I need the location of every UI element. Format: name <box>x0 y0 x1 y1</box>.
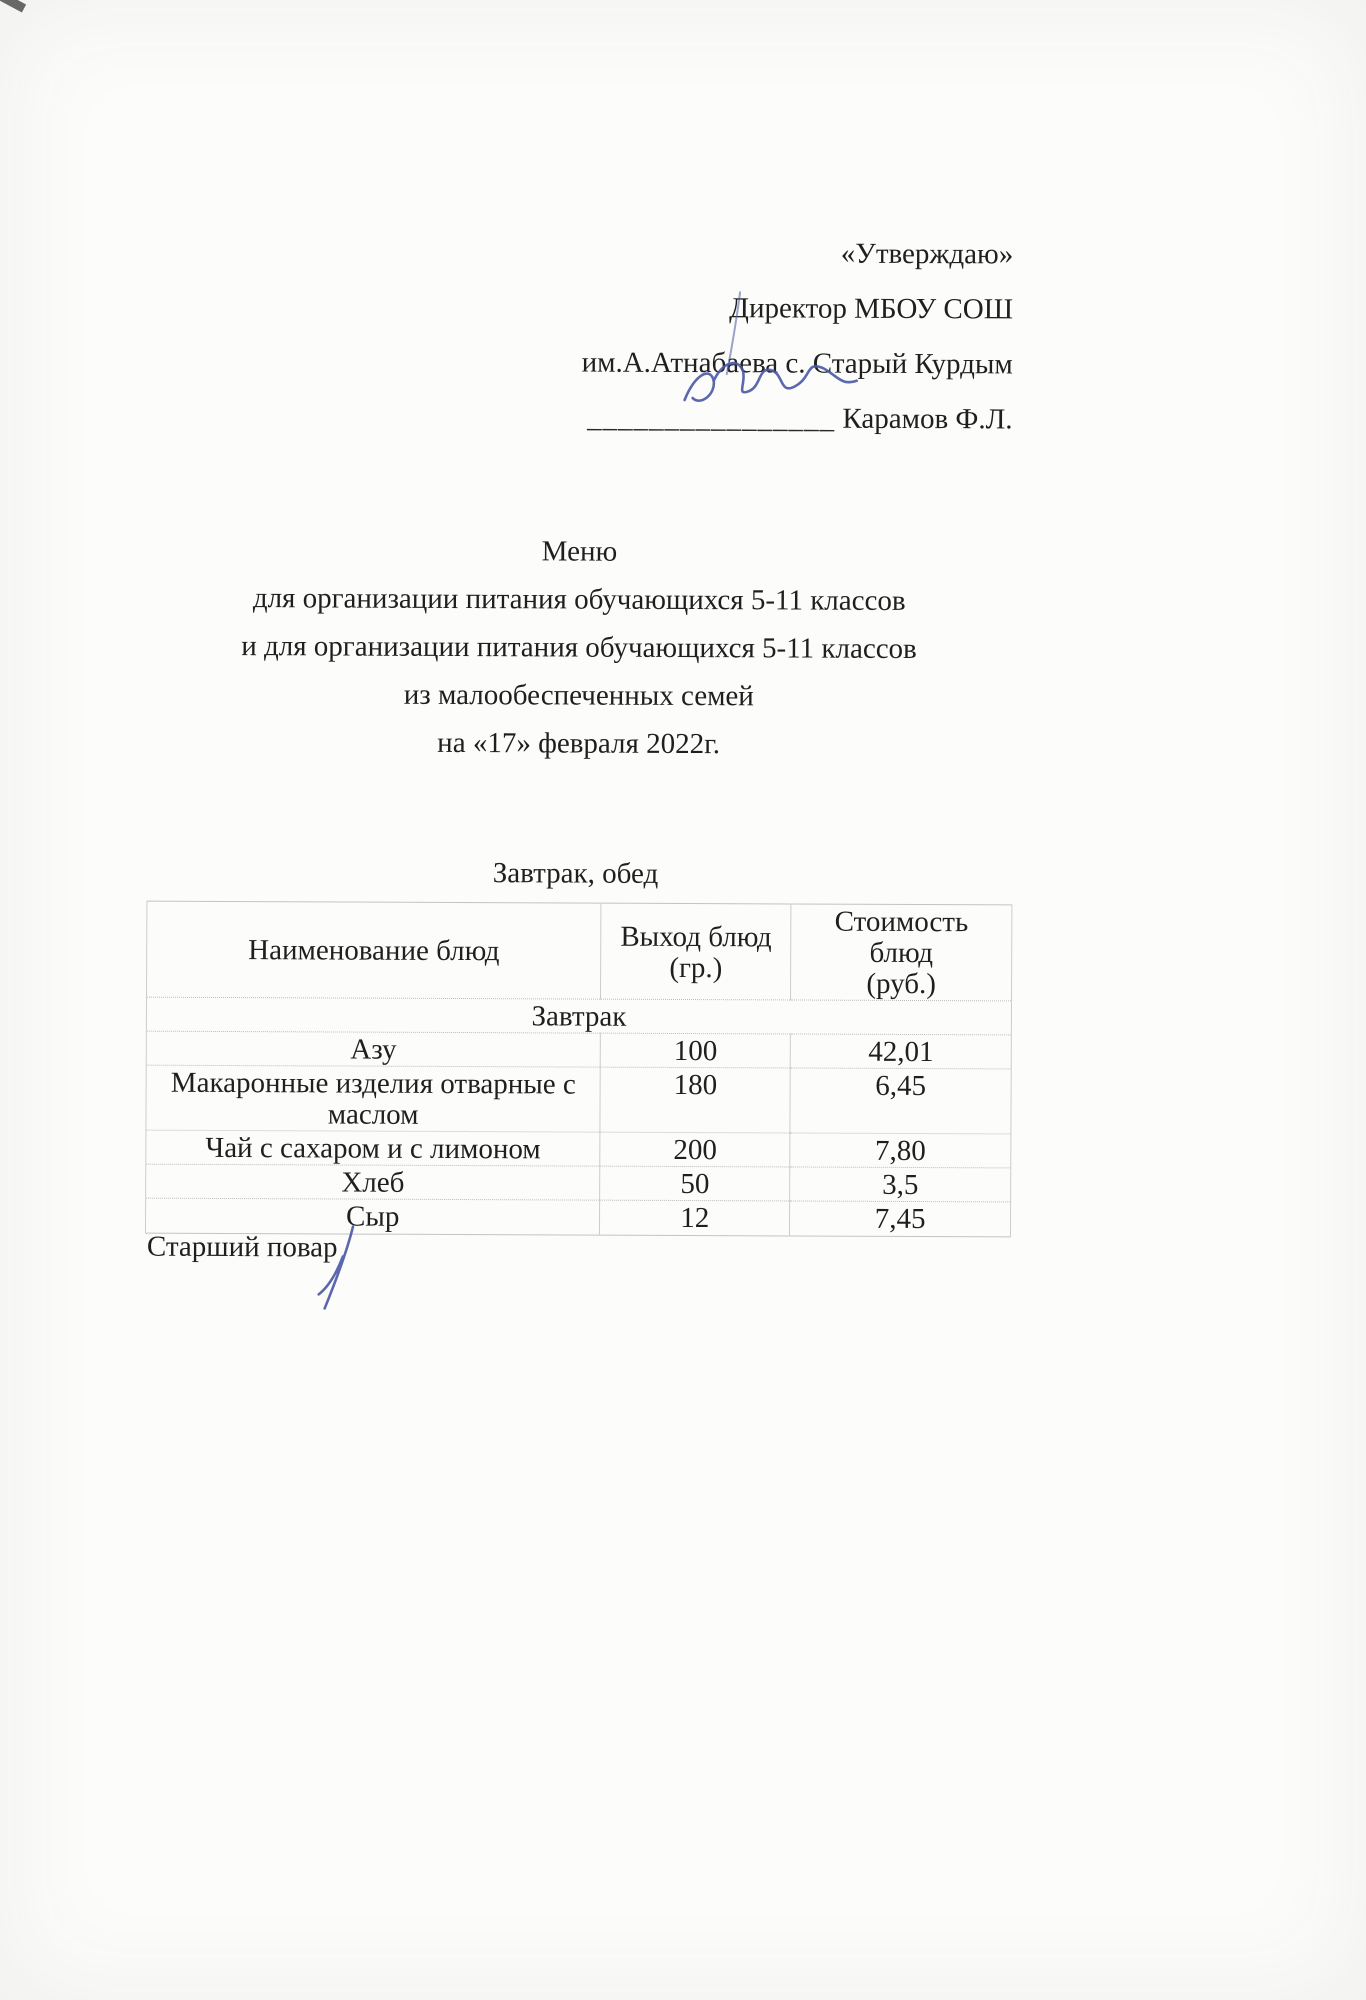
cell-output: 100 <box>601 1033 791 1068</box>
approval-line-3: им.А.Атнабаева с. Старый Курдым <box>581 346 1013 381</box>
cell-price: 7,80 <box>790 1133 1011 1168</box>
menu-title: Меню <box>541 535 618 568</box>
cell-output: 12 <box>600 1200 790 1236</box>
header-price-line2: (руб.) <box>866 967 937 1001</box>
section-title: Завтрак, обед <box>492 857 659 890</box>
menu-title-block <box>1 525 1157 770</box>
header-output-line2: (гр.) <box>669 951 723 984</box>
table-row <box>146 1164 1011 1202</box>
cell-price: 6,45 <box>790 1068 1011 1134</box>
header-output-line1: Выход блюд <box>620 920 772 953</box>
approval-line-2: Директор МБОУ СОШ <box>729 292 1014 326</box>
cell-price: 42,01 <box>790 1034 1011 1069</box>
footer-signer <box>147 1231 338 1265</box>
approver-name: Карамов Ф.Л. <box>842 402 1013 436</box>
title-line-2: для организации питания обучающихся 5-11 классов <box>252 582 906 617</box>
table-header-row <box>147 901 1012 1001</box>
title-line-3: и для организации питания обучающихся 5-11 классов <box>241 630 917 666</box>
title-line-5: на «17» февраля 2022г. <box>437 726 721 761</box>
cell-name: Азу <box>146 1031 601 1067</box>
cell-output: 180 <box>600 1067 790 1133</box>
table-row <box>146 1130 1011 1168</box>
signature-blank: ________________ <box>587 401 836 435</box>
header-price-line1: Стоимость блюд <box>834 905 969 970</box>
table-row <box>146 1031 1011 1069</box>
menu-table <box>145 901 1012 1238</box>
cell-price: 7,45 <box>790 1201 1011 1237</box>
approval-line-1: «Утверждаю» <box>840 237 1014 271</box>
cell-output: 200 <box>600 1132 790 1167</box>
cell-name: Сыр <box>145 1198 600 1235</box>
approval-block <box>581 226 1013 448</box>
group-row-label: Завтрак <box>146 997 1011 1035</box>
cell-name: Чай с сахаром и с лимоном <box>146 1130 601 1166</box>
header-output <box>601 903 791 1000</box>
header-name: Наименование блюд <box>147 901 602 999</box>
signer-label: Старший повар <box>146 1230 338 1264</box>
cell-price: 3,5 <box>790 1167 1011 1202</box>
approval-signature-line <box>581 391 1012 448</box>
cell-output: 50 <box>600 1166 790 1201</box>
group-row-breakfast <box>146 997 1011 1035</box>
header-price <box>791 904 1012 1001</box>
cell-name: Макаронные изделия отварные с маслом <box>146 1065 601 1132</box>
cell-name: Хлеб <box>146 1164 601 1200</box>
title-line-4: из малообеспеченных семей <box>403 678 754 713</box>
table-row <box>146 1065 1011 1134</box>
